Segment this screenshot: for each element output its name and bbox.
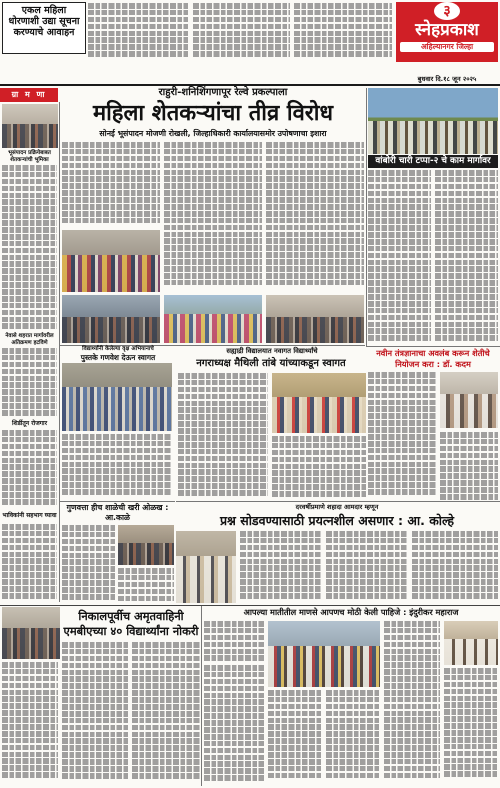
bottom-center-body-4: [326, 690, 380, 786]
farming-headline: नवीन तंत्रज्ञानाचा अवलंब करून शेतीचे नियोजन करा : डॉ. कदम: [376, 348, 490, 369]
logo-name: स्नेहप्रकाश: [415, 20, 479, 40]
farming-photo: [440, 372, 498, 428]
center-body-1: [178, 373, 268, 499]
kolhe-photo: [176, 531, 236, 603]
left-story4-head: भाविकांनी सहभाग घ्यावा: [2, 512, 57, 519]
quality-body-1: [62, 525, 116, 603]
center-photo: [272, 373, 366, 433]
lead-body-col1: [62, 142, 160, 228]
masthead-logo: [396, 2, 498, 62]
lead-photo-1: [62, 230, 160, 292]
bottom-center-body-1: [204, 621, 264, 661]
quality-photo: [118, 525, 174, 565]
bottom-center-headline: आपल्या मातीतील माणसे आपणच मोठी केली पाहिजे : इंदुरीकर महाराज: [243, 607, 459, 617]
bottom-center-photo: [268, 621, 380, 687]
quality-headline: गुणवत्ता हीच शाळेची खरी ओळख : आ.काळे: [66, 503, 169, 522]
school-headline: पुस्तके गणवेश देऊन स्वागत: [80, 353, 156, 362]
bottom-right-body-2: [444, 668, 498, 786]
left-story3-body: [2, 430, 57, 510]
center-headline: नगराध्यक्ष मैथिली तांबे यांच्याकडून स्वागत: [196, 358, 346, 369]
farming-body-1: [368, 372, 436, 500]
top-left-box-text: एकल महिला धोरणाशी उद्या सूचना करण्याचे आवाहन: [8, 5, 80, 38]
bottom-center-body-2: [204, 665, 264, 786]
bottom-left-body-1: [62, 642, 128, 786]
right-top-photo: [368, 88, 498, 154]
right-top-body-2: [435, 170, 498, 346]
bottom-left-body-2: [132, 642, 200, 786]
kolhe-headline: प्रश्न सोडवण्यासाठी प्रयत्नशील असणार : आ. कोल्हे: [219, 513, 455, 528]
left-photo: [2, 104, 58, 148]
lead-body-col3: [266, 142, 364, 292]
center-body-2: [272, 436, 366, 499]
bottom-right-body-1: [384, 621, 440, 786]
lead-body-col2: [164, 142, 262, 292]
bottom-center-body-3: [268, 690, 322, 786]
page-number: ३: [434, 2, 460, 20]
logo-sub: अहिल्यानगर जिल्हा: [400, 42, 494, 52]
bottom-left-headline: निकालपूर्वीच अमृतवाहिनी एमबीएच्या ४० विद्यार्थ्यांना नोकरी: [63, 609, 199, 638]
section-tag: [0, 88, 58, 102]
lead-kicker: राहुरी-शनिशिंगणापूर रेल्वे प्रकल्पाला: [158, 87, 288, 98]
left-story4-body: [2, 524, 57, 600]
school-photo: [62, 363, 172, 431]
lead-photo-4: [266, 295, 364, 343]
kolhe-kicker: दरवर्षीप्रमाणे शहादा आमदार म्हणून: [295, 503, 379, 511]
lead-subhead: सोनई भूसंपादन मोजणी रोखली, जिल्हाधिकारी कार्यालयासमोर उपोषणाचा इशारा: [99, 129, 327, 138]
right-top-body-1: [368, 170, 431, 346]
lead-photo-2: [62, 295, 160, 343]
left-story2-body: [2, 348, 57, 418]
top-text-3: [294, 3, 392, 61]
bottom-left-side-body: [2, 662, 58, 786]
school-body: [62, 434, 172, 498]
date-line: बुधवार दि.१८ जून २०२५: [417, 75, 477, 83]
top-text-1: [88, 3, 188, 61]
kolhe-body-2: [326, 531, 408, 603]
left-story2-head: नेवासे शहरात मार्गावरील अतिक्रमण हटविणे: [5, 333, 54, 346]
center-kicker: सह्याद्री विद्यालयात नवागत विद्यार्थ्यांचे: [226, 347, 318, 355]
bottom-right-photo: [444, 621, 498, 665]
left-story1-head: भूसंपादन प्रक्रियेबाबत शेतकऱ्यांची भूमिका: [8, 150, 51, 163]
section-tag-text: ग्रा म णा: [11, 90, 47, 99]
lead-headline: महिला शेतकऱ्यांचा तीव्र विरोध: [92, 101, 334, 126]
school-kicker: विद्यार्थ्यांनी केलेल्या वृक्ष अभियानाचे: [82, 346, 154, 352]
lead-photo-3: [164, 295, 262, 343]
quality-body-2: [118, 568, 174, 603]
left-story3-head: शिर्डीतून रोजगार: [11, 420, 48, 427]
top-left-box: [2, 2, 86, 54]
top-text-2: [193, 3, 290, 61]
right-top-headline: वांबोरी चारी टप्पा-२ चे काम मार्गावर: [368, 155, 498, 168]
kolhe-body-1: [240, 531, 322, 603]
left-story1-body: [2, 165, 57, 330]
farming-body-2: [440, 432, 498, 500]
kolhe-body-3: [412, 531, 498, 603]
bottom-left-photo: [2, 607, 60, 659]
